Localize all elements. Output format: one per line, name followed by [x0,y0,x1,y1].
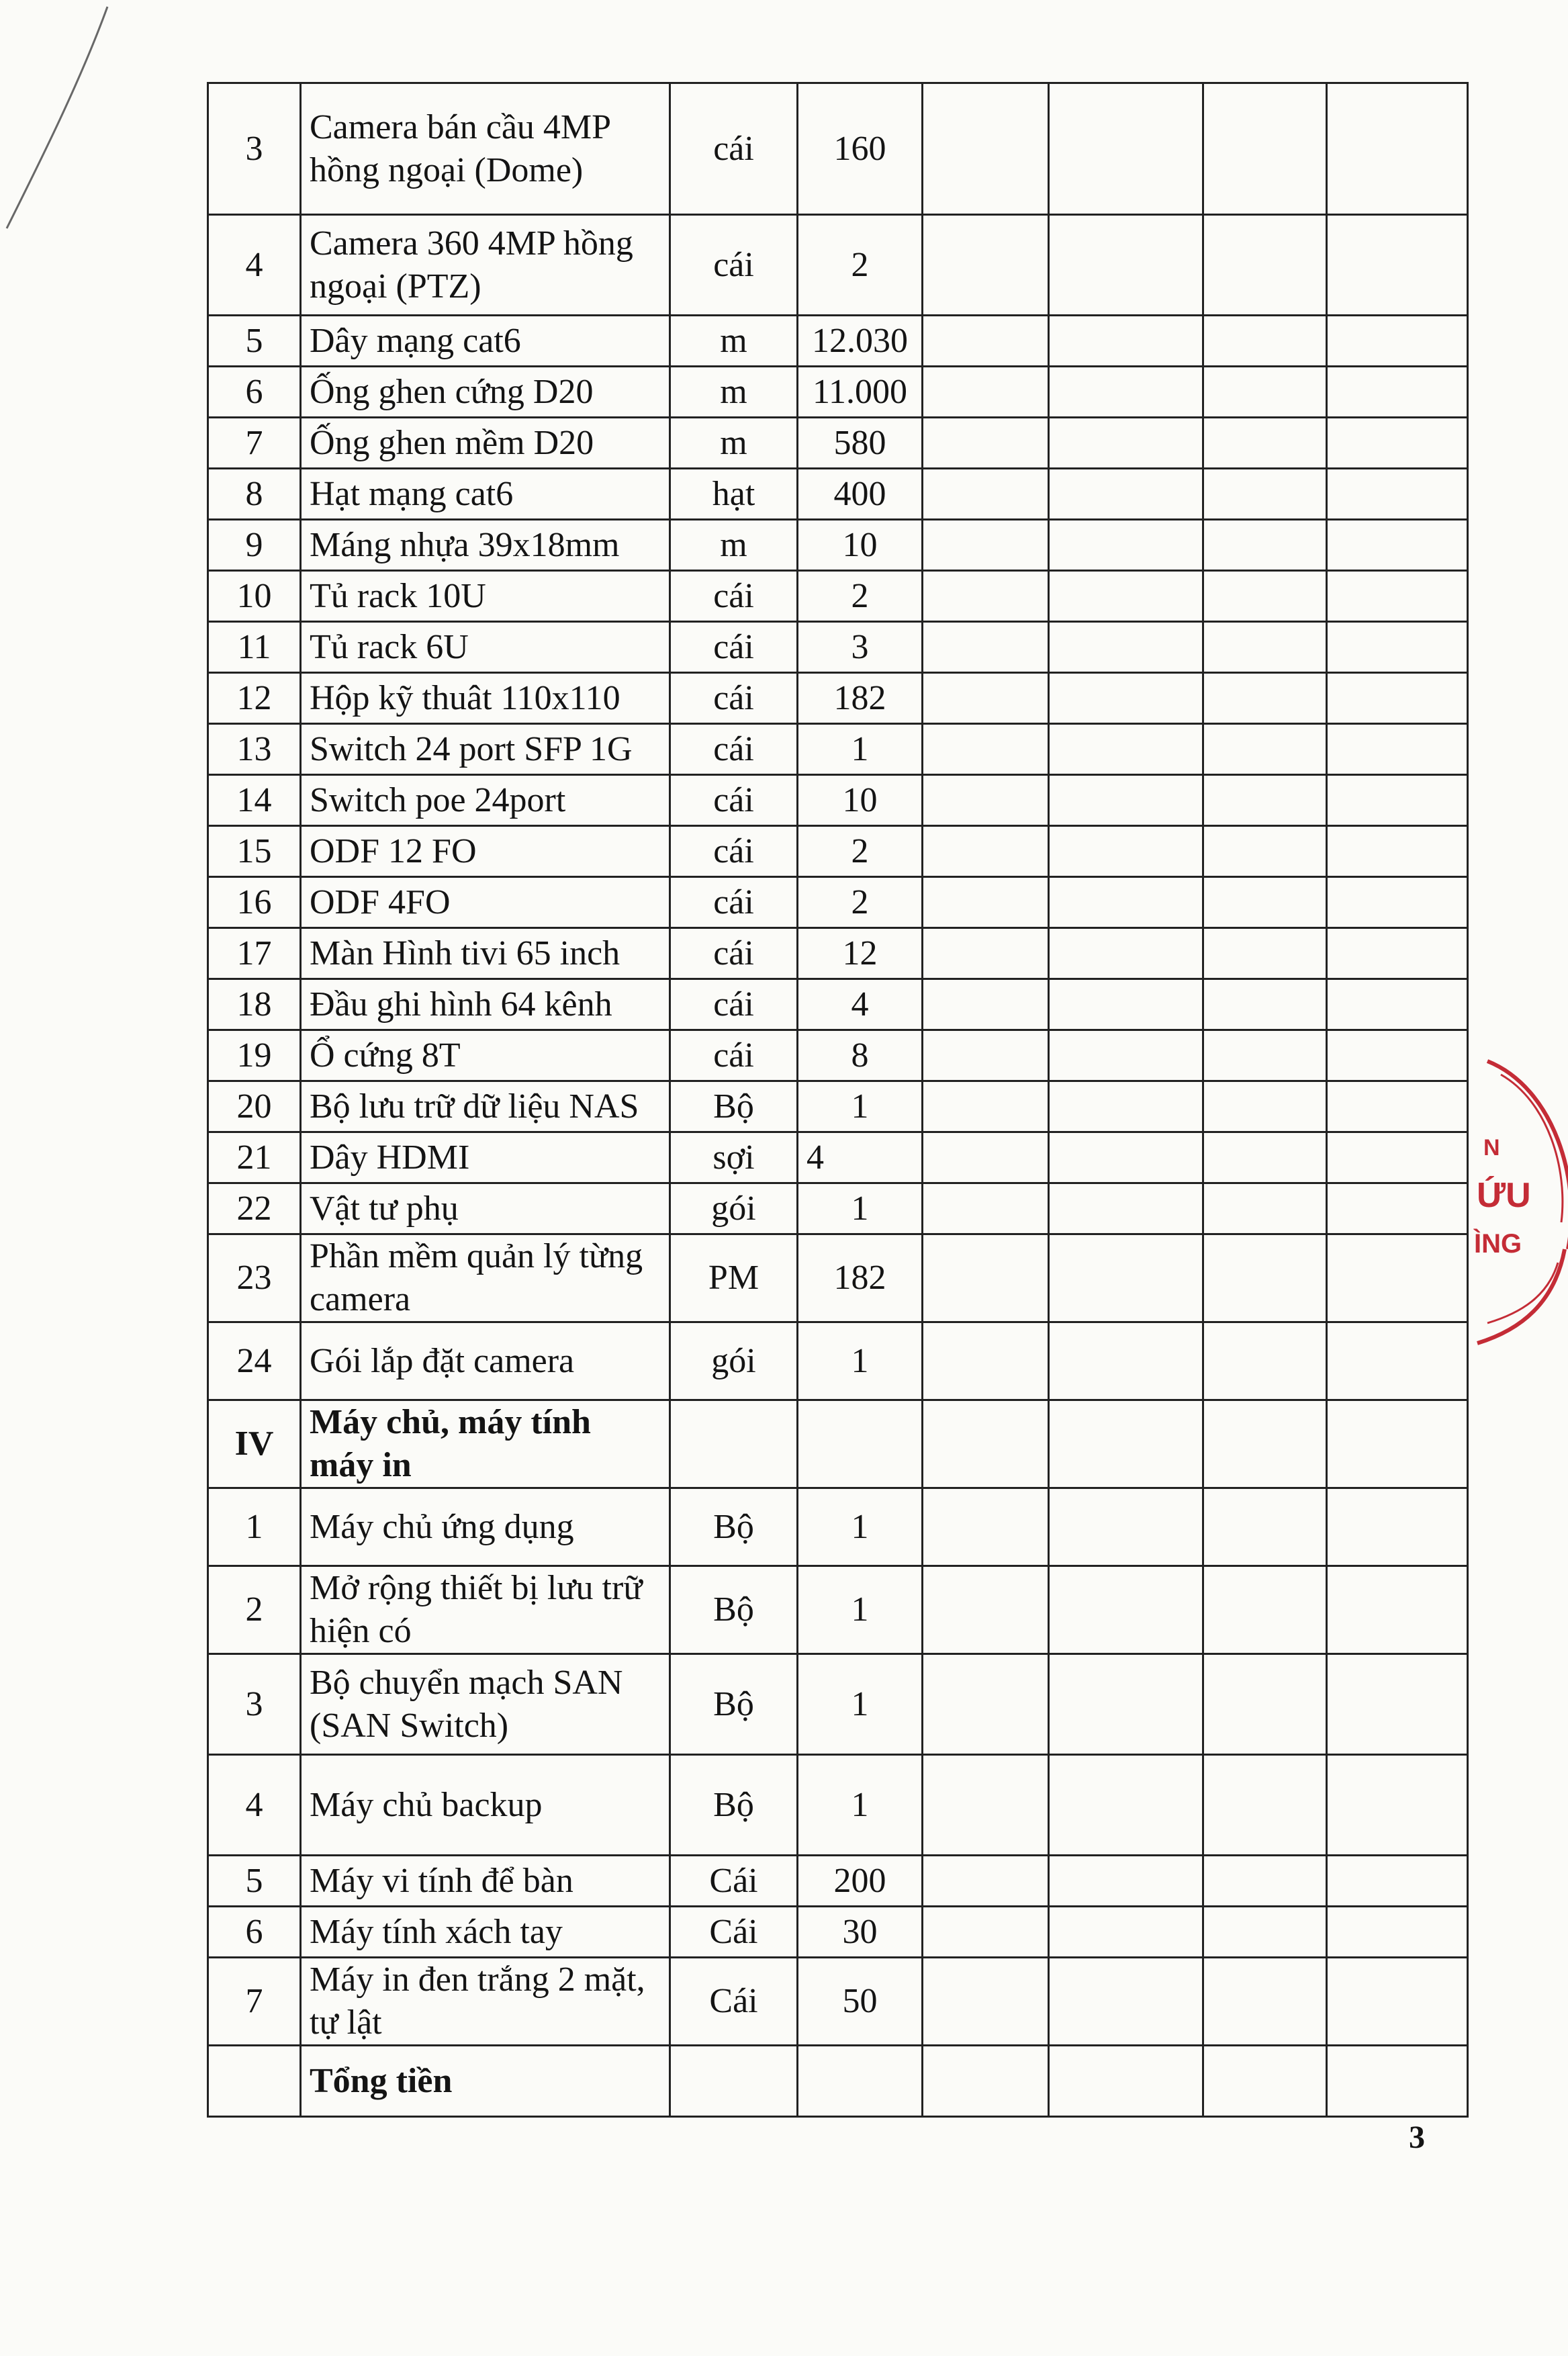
empty-cell [1203,520,1327,571]
empty-cell [1049,418,1203,469]
item-name: Tủ rack 10U [301,571,670,622]
item-unit: cái [670,622,798,673]
item-quantity: 3 [798,622,923,673]
row-number: 12 [208,673,301,724]
table-row [208,316,1468,367]
item-unit: m [670,520,798,571]
item-name: Máy in đen trắng 2 mặt, tự lật [301,1958,670,2046]
item-name: ODF 4FO [301,877,670,928]
row-number: 9 [208,520,301,571]
table-row [208,1132,1468,1183]
item-quantity: 12 [798,928,923,979]
item-unit: cái [670,979,798,1030]
empty-cell [1203,1183,1327,1234]
page-number: 3 [1409,2120,1425,2155]
empty-cell [1049,1234,1203,1322]
item-quantity: 8 [798,1030,923,1081]
item-quantity: 11.000 [798,367,923,418]
empty-cell [1049,1488,1203,1566]
row-number: 19 [208,1030,301,1081]
item-name: Switch poe 24port [301,775,670,826]
empty-cell [923,1322,1049,1400]
item-quantity: 160 [798,83,923,215]
empty-cell [923,1132,1049,1183]
item-unit: hạt [670,469,798,520]
table-row [208,673,1468,724]
empty-cell [1049,1566,1203,1654]
empty-cell [1327,1081,1468,1132]
item-name: Máy chủ ứng dụng [301,1488,670,1566]
table-row [208,1654,1468,1755]
empty-cell [1327,979,1468,1030]
item-quantity: 30 [798,1907,923,1958]
item-quantity: 1 [798,1654,923,1755]
empty-cell [923,2046,1049,2117]
row-number: 5 [208,316,301,367]
item-unit: cái [670,928,798,979]
empty-cell [1327,673,1468,724]
empty-cell [923,1907,1049,1958]
empty-cell [923,1755,1049,1856]
empty-cell [923,1958,1049,2046]
table-row [208,83,1468,215]
item-name: Switch 24 port SFP 1G [301,724,670,775]
item-name: Camera bán cầu 4MP hồng ngoại (Dome) [301,83,670,215]
row-number: 4 [208,1755,301,1856]
row-number: 10 [208,571,301,622]
item-name: ODF 12 FO [301,826,670,877]
row-number: 5 [208,1856,301,1907]
empty-cell [1203,469,1327,520]
empty-cell [1327,1856,1468,1907]
item-quantity: 1 [798,1081,923,1132]
item-unit: cái [670,877,798,928]
item-name: Hộp kỹ thuât 110x110 [301,673,670,724]
empty-cell [1327,1958,1468,2046]
item-name: Máy chủ backup [301,1755,670,1856]
table-row [208,877,1468,928]
empty-cell [1203,418,1327,469]
empty-cell [1049,1654,1203,1755]
item-name: Máy tính xách tay [301,1907,670,1958]
item-quantity: 182 [798,673,923,724]
table-row [208,826,1468,877]
empty-cell [1049,1322,1203,1400]
empty-cell [1327,1322,1468,1400]
item-name: Tổng tiền [301,2046,670,2117]
row-number: 24 [208,1322,301,1400]
empty-cell [1327,928,1468,979]
empty-cell [1049,877,1203,928]
item-quantity: 2 [798,877,923,928]
empty-cell [923,724,1049,775]
table-row [208,979,1468,1030]
item-unit [670,1400,798,1488]
empty-cell [923,673,1049,724]
empty-cell [1327,469,1468,520]
section-row [208,1400,1468,1488]
item-unit: cái [670,215,798,316]
empty-cell [1203,1030,1327,1081]
row-number: 1 [208,1488,301,1566]
item-unit: cái [670,826,798,877]
empty-cell [1327,1566,1468,1654]
empty-cell [1049,520,1203,571]
empty-cell [923,215,1049,316]
item-unit: sợi [670,1132,798,1183]
empty-cell [1049,1958,1203,2046]
row-number: 17 [208,928,301,979]
empty-cell [1327,1400,1468,1488]
empty-cell [1203,1755,1327,1856]
item-quantity [798,1400,923,1488]
item-unit [670,2046,798,2117]
item-name: Phần mềm quản lý từng camera [301,1234,670,1322]
empty-cell [923,83,1049,215]
equipment-table [207,82,1469,2118]
item-unit: Cái [670,1958,798,2046]
empty-cell [1049,1400,1203,1488]
item-quantity: 2 [798,826,923,877]
item-unit: PM [670,1234,798,1322]
row-number: 6 [208,367,301,418]
empty-cell [923,877,1049,928]
item-unit: cái [670,83,798,215]
empty-cell [1203,826,1327,877]
item-quantity: 2 [798,215,923,316]
empty-cell [1049,979,1203,1030]
empty-cell [1327,1030,1468,1081]
item-name: Máng nhựa 39x18mm [301,520,670,571]
row-number: 7 [208,418,301,469]
item-quantity: 182 [798,1234,923,1322]
table-row [208,1183,1468,1234]
empty-cell [1327,775,1468,826]
empty-cell [1049,571,1203,622]
empty-cell [1049,2046,1203,2117]
item-unit: m [670,367,798,418]
table-row [208,1322,1468,1400]
item-quantity: 1 [798,1566,923,1654]
row-number: 3 [208,83,301,215]
empty-cell [1327,571,1468,622]
total-row [208,2046,1468,2117]
empty-cell [1049,469,1203,520]
table-row [208,1755,1468,1856]
item-unit: Bộ [670,1755,798,1856]
table-row [208,1856,1468,1907]
table-row [208,469,1468,520]
item-quantity: 400 [798,469,923,520]
empty-cell [923,1030,1049,1081]
item-quantity: 1 [798,1183,923,1234]
empty-cell [1327,1234,1468,1322]
empty-cell [1203,724,1327,775]
empty-cell [1203,367,1327,418]
item-unit: cái [670,673,798,724]
table-row [208,1234,1468,1322]
empty-cell [1203,1856,1327,1907]
row-number: 4 [208,215,301,316]
empty-cell [923,622,1049,673]
item-unit: Cái [670,1907,798,1958]
item-quantity [798,2046,923,2117]
item-quantity: 1 [798,1322,923,1400]
item-name: Bộ lưu trữ dữ liệu NAS [301,1081,670,1132]
empty-cell [1049,1856,1203,1907]
empty-cell [1203,928,1327,979]
item-unit: Bộ [670,1488,798,1566]
empty-cell [1203,2046,1327,2117]
row-number: 2 [208,1566,301,1654]
empty-cell [1049,1183,1203,1234]
item-unit: gói [670,1322,798,1400]
empty-cell [923,775,1049,826]
item-name: Đầu ghi hình 64 kênh [301,979,670,1030]
table-row [208,1488,1468,1566]
item-quantity: 580 [798,418,923,469]
empty-cell [1203,1958,1327,2046]
item-quantity: 50 [798,1958,923,2046]
empty-cell [1049,215,1203,316]
empty-cell [923,1856,1049,1907]
row-number: 23 [208,1234,301,1322]
item-quantity: 10 [798,520,923,571]
empty-cell [1327,1654,1468,1755]
empty-cell [923,1183,1049,1234]
row-number: 14 [208,775,301,826]
empty-cell [1203,877,1327,928]
row-number: 16 [208,877,301,928]
table-row [208,1081,1468,1132]
empty-cell [1327,367,1468,418]
item-unit: Bộ [670,1566,798,1654]
empty-cell [1327,1488,1468,1566]
seal-text-1: N [1483,1135,1500,1161]
row-number: 11 [208,622,301,673]
empty-cell [1203,83,1327,215]
item-unit: cái [670,1030,798,1081]
item-unit: gói [670,1183,798,1234]
empty-cell [923,1566,1049,1654]
empty-cell [923,418,1049,469]
row-number: IV [208,1400,301,1488]
row-number: 22 [208,1183,301,1234]
item-name: Ổ cứng 8T [301,1030,670,1081]
empty-cell [1203,1907,1327,1958]
empty-cell [1203,1654,1327,1755]
empty-cell [1203,1566,1327,1654]
item-name: Tủ rack 6U [301,622,670,673]
item-name: Gói lắp đặt camera [301,1322,670,1400]
table-row [208,215,1468,316]
empty-cell [923,571,1049,622]
item-name: Vật tư phụ [301,1183,670,1234]
empty-cell [1049,673,1203,724]
table-row [208,1566,1468,1654]
item-name: Máy chủ, máy tính máy in [301,1400,670,1488]
row-number: 13 [208,724,301,775]
table-body [208,83,1468,2117]
item-name: Dây HDMI [301,1132,670,1183]
empty-cell [1203,1234,1327,1322]
empty-cell [1327,622,1468,673]
empty-cell [1203,1400,1327,1488]
empty-cell [923,979,1049,1030]
empty-cell [1203,215,1327,316]
empty-cell [923,520,1049,571]
table-row [208,571,1468,622]
empty-cell [1327,520,1468,571]
empty-cell [923,367,1049,418]
item-name: Bộ chuyển mạch SAN (SAN Switch) [301,1654,670,1755]
row-number: 18 [208,979,301,1030]
empty-cell [1327,83,1468,215]
empty-cell [1049,775,1203,826]
empty-cell [1049,1907,1203,1958]
empty-cell [1203,673,1327,724]
row-number: 7 [208,1958,301,2046]
row-number [208,2046,301,2117]
item-quantity: 10 [798,775,923,826]
empty-cell [1049,724,1203,775]
table-row [208,1030,1468,1081]
item-name: Ống ghen cứng D20 [301,367,670,418]
table-row [208,418,1468,469]
empty-cell [1203,1488,1327,1566]
row-number: 20 [208,1081,301,1132]
row-number: 3 [208,1654,301,1755]
item-unit: cái [670,775,798,826]
item-name: Hạt mạng cat6 [301,469,670,520]
empty-cell [1327,877,1468,928]
empty-cell [1049,1030,1203,1081]
item-unit: Bộ [670,1081,798,1132]
scan-pen-mark [0,0,134,282]
row-number: 15 [208,826,301,877]
table-row [208,928,1468,979]
empty-cell [1049,928,1203,979]
empty-cell [923,469,1049,520]
item-name: Mở rộng thiết bị lưu trữ hiện có [301,1566,670,1654]
table-row [208,367,1468,418]
empty-cell [1203,1081,1327,1132]
empty-cell [1049,316,1203,367]
row-number: 6 [208,1907,301,1958]
item-name: Máy vi tính để bàn [301,1856,670,1907]
empty-cell [1049,83,1203,215]
item-name: Ống ghen mềm D20 [301,418,670,469]
empty-cell [923,1654,1049,1755]
empty-cell [1327,1183,1468,1234]
table-row [208,1907,1468,1958]
row-number: 8 [208,469,301,520]
empty-cell [1327,2046,1468,2117]
item-name: Dây mạng cat6 [301,316,670,367]
item-quantity: 4 [798,1132,923,1183]
empty-cell [1327,418,1468,469]
empty-cell [923,928,1049,979]
item-quantity: 1 [798,1488,923,1566]
empty-cell [1049,1132,1203,1183]
table-row [208,1958,1468,2046]
empty-cell [1327,826,1468,877]
empty-cell [923,826,1049,877]
item-quantity: 12.030 [798,316,923,367]
empty-cell [1049,367,1203,418]
empty-cell [923,1400,1049,1488]
item-quantity: 1 [798,724,923,775]
item-quantity: 1 [798,1755,923,1856]
empty-cell [923,1081,1049,1132]
empty-cell [923,1488,1049,1566]
item-unit: cái [670,724,798,775]
item-name: Màn Hình tivi 65 inch [301,928,670,979]
item-unit: m [670,418,798,469]
empty-cell [1203,1132,1327,1183]
item-unit: cái [670,571,798,622]
empty-cell [1327,724,1468,775]
seal-text-2: ỨU [1477,1176,1531,1215]
company-seal [1474,1048,1568,1357]
empty-cell [923,316,1049,367]
item-quantity: 4 [798,979,923,1030]
empty-cell [1203,775,1327,826]
empty-cell [1203,1322,1327,1400]
empty-cell [1327,215,1468,316]
item-unit: Bộ [670,1654,798,1755]
empty-cell [1203,979,1327,1030]
empty-cell [1049,1081,1203,1132]
item-quantity: 200 [798,1856,923,1907]
empty-cell [1327,1132,1468,1183]
table-row [208,724,1468,775]
item-name: Camera 360 4MP hồng ngoại (PTZ) [301,215,670,316]
empty-cell [1327,1755,1468,1856]
empty-cell [1049,826,1203,877]
seal-text-3: ÌNG [1474,1229,1522,1259]
empty-cell [1203,571,1327,622]
item-unit: Cái [670,1856,798,1907]
empty-cell [1049,1755,1203,1856]
empty-cell [1203,622,1327,673]
empty-cell [1327,1907,1468,1958]
empty-cell [1203,316,1327,367]
empty-cell [1049,622,1203,673]
empty-cell [923,1234,1049,1322]
table-row [208,775,1468,826]
row-number: 21 [208,1132,301,1183]
table-row [208,622,1468,673]
table-row [208,520,1468,571]
item-quantity: 2 [798,571,923,622]
empty-cell [1327,316,1468,367]
item-unit: m [670,316,798,367]
